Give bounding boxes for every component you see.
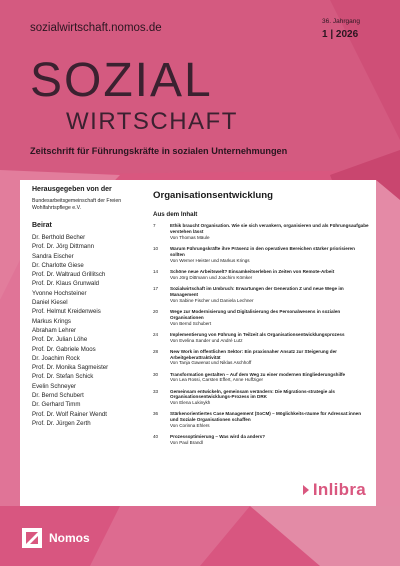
journal-title-line2: WIRTSCHAFT — [66, 108, 238, 135]
board-member: Prof. Dr. Jörg Dittmann — [32, 243, 94, 251]
toc-author: Von Jörg Dittmann und Joachim Kömker — [170, 274, 253, 280]
board-member: Prof. Helmut Kreidenweis — [32, 308, 101, 316]
toc-entry[interactable] — [153, 389, 369, 407]
toc-entry[interactable] — [153, 349, 369, 367]
website-url: sozialwirtschaft.nomos.de — [30, 22, 162, 34]
board-member: Prof. Dr. Monika Sagmeister — [32, 364, 109, 372]
volume-label: 36. Jahrgang — [322, 18, 360, 25]
board-member: Dr. Berthold Becher — [32, 234, 86, 241]
board-member: Prof. Dr. Waltraud Grillitsch — [32, 271, 106, 279]
board-member: Daniel Kiesel — [32, 299, 68, 307]
board-member: Prof. Dr. Gabriele Moos — [32, 345, 96, 353]
toc-title: Sozialwirtschaft im Umbruch: Erwartungen der Generation Z und neue Wege im Management — [170, 285, 344, 297]
nomos-wordmark: Nomos — [49, 531, 90, 545]
toc-page: 24 — [153, 331, 159, 337]
toc-author: Von Corinna Ehlers — [170, 423, 210, 429]
toc-title: New Work im öffentlichen Sektor: Ein praxisnaher Ansatz zur Steigerung der Arbeitgeberattraktivität — [170, 348, 337, 360]
board-member: Dr. Joachim Rock — [32, 354, 80, 362]
toc-page: 36 — [153, 411, 159, 417]
toc-page: 10 — [153, 245, 159, 251]
toc-title: Warum Führungskräfte ihre Präsenz in den operativen Bereichen stärker priorisieren sollten — [170, 245, 355, 257]
toc-page: 30 — [153, 371, 159, 377]
toc-author: Von Thomas Mäule — [170, 234, 210, 240]
toc-page: 17 — [153, 285, 159, 291]
toc-entry[interactable] — [153, 434, 369, 446]
toc-entry[interactable] — [153, 223, 369, 241]
toc-title: Wege zur Modernisierung und Digitalisierung des Personalwesens in sozialen Organisationen — [170, 308, 341, 320]
toc-title: Stärkenorientiertes Case Management (SoCM) – Möglichkeits-räume für Adressat:innen und Soziale Organisationen schaffen — [170, 411, 362, 423]
board-member: Dr. Gerhard Timm — [32, 401, 81, 409]
publisher-heading: Herausgegeben von der — [32, 186, 112, 193]
contents-heading: Aus dem Inhalt — [153, 211, 198, 218]
nomos-logo-icon — [22, 528, 42, 548]
toc-page: 33 — [153, 388, 159, 394]
issue-number: 1 | 2026 — [322, 29, 359, 40]
board-member: Dr. Charlotte Giese — [32, 261, 84, 269]
toc-page: 20 — [153, 308, 159, 314]
board-member: Prof. Dr. Stefan Schick — [32, 373, 94, 381]
toc-entry[interactable] — [153, 286, 369, 304]
toc-author: Von Sabine Fischer und Daniela Lechner — [170, 297, 254, 303]
publisher-name: Bundesarbeitsgemeinschaft der Freien Wohlfahrtspflege e.V. — [32, 198, 122, 211]
inlibra-logo[interactable] — [301, 480, 366, 500]
contents-column — [153, 190, 369, 451]
toc-author: Von Elena Lukinykh — [170, 400, 211, 406]
toc-author: Von Werner Heister und Markus Krings — [170, 257, 250, 263]
board-member: Markus Krings — [32, 317, 71, 325]
toc-title: Prozessoptimierung – Was wird da anders? — [170, 434, 266, 440]
toc-author: Von Evelina Sander und André Lutz — [170, 337, 243, 343]
board-member: Dr. Bernd Schubert — [32, 392, 84, 400]
toc-entry[interactable] — [153, 332, 369, 344]
board-member: Prof. Dr. Julian Löhe — [32, 336, 88, 344]
board-member: Abraham Lehrer — [32, 326, 77, 334]
toc-title: Schöne neue Arbeitswelt? Einsamkeitserleben in Zeiten von Remote-Arbeit — [170, 268, 335, 274]
journal-subtitle: Zeitschrift für Führungskräfte in sozialen Unternehmungen — [30, 146, 288, 156]
toc-title: Implementierung von Führung in Teilzeit als Organisationsentwicklungsprozess — [170, 331, 345, 337]
toc-author: Von Tanja Gawenat und Niklas Aschhoff — [170, 360, 252, 366]
toc-author: Von Lea Rossi, Carsten Effert, Anne Huffziger — [170, 377, 264, 383]
toc-title: Ethik braucht Organisation. Wie sie sich verankern, organisieren und als Führungsaufgabe verstehen lässt — [170, 223, 369, 234]
toc-title: Transformation gestalten – Auf dem Weg zu einer modernen Eingliederungshilfe — [170, 371, 346, 377]
toc-entry[interactable] — [153, 246, 369, 264]
toc-entry[interactable] — [153, 411, 369, 429]
cover-header — [0, 0, 400, 175]
toc-title: Gemeinsam entwickeln, gemeinsam verändern: Die Migrations-strategie als Organisationsentwicklungs-Prozess im DRK — [170, 388, 335, 400]
content-panel — [20, 180, 376, 506]
nomos-logo[interactable] — [22, 528, 90, 548]
board-member: Prof. Dr. Wolf Rainer Wendt — [32, 410, 107, 418]
toc-entry[interactable] — [153, 269, 369, 281]
board-member: Evelin Schneyer — [32, 382, 77, 390]
toc-entry[interactable] — [153, 309, 369, 327]
toc-author: Von Paul Brandl — [170, 440, 203, 446]
inlibra-wordmark: Inlibra — [312, 480, 366, 499]
toc-entry[interactable] — [153, 372, 369, 384]
inlibra-logo-icon — [301, 483, 311, 497]
board-member: Yvonne Hochsteiner — [32, 289, 87, 297]
toc-page: 7 — [153, 223, 156, 228]
toc-page: 40 — [153, 434, 159, 440]
board-member: Prof. Dr. Jürgen Zerth — [32, 419, 91, 427]
toc-page: 14 — [153, 268, 159, 274]
advisory-board-heading: Beirat — [32, 222, 52, 229]
issue-info — [322, 18, 382, 40]
board-member: Sandra Eischer — [32, 252, 74, 260]
issue-topic: Organisationsentwicklung — [153, 190, 273, 201]
board-member: Prof. Dr. Klaus Grunwald — [32, 280, 100, 288]
table-of-contents — [153, 223, 369, 446]
journal-title-line1: SOZIAL — [30, 54, 213, 107]
toc-author: Von Bernd Schubert — [170, 320, 212, 326]
editorial-column — [32, 186, 132, 428]
toc-page: 28 — [153, 348, 159, 354]
advisory-board-list — [32, 233, 132, 428]
